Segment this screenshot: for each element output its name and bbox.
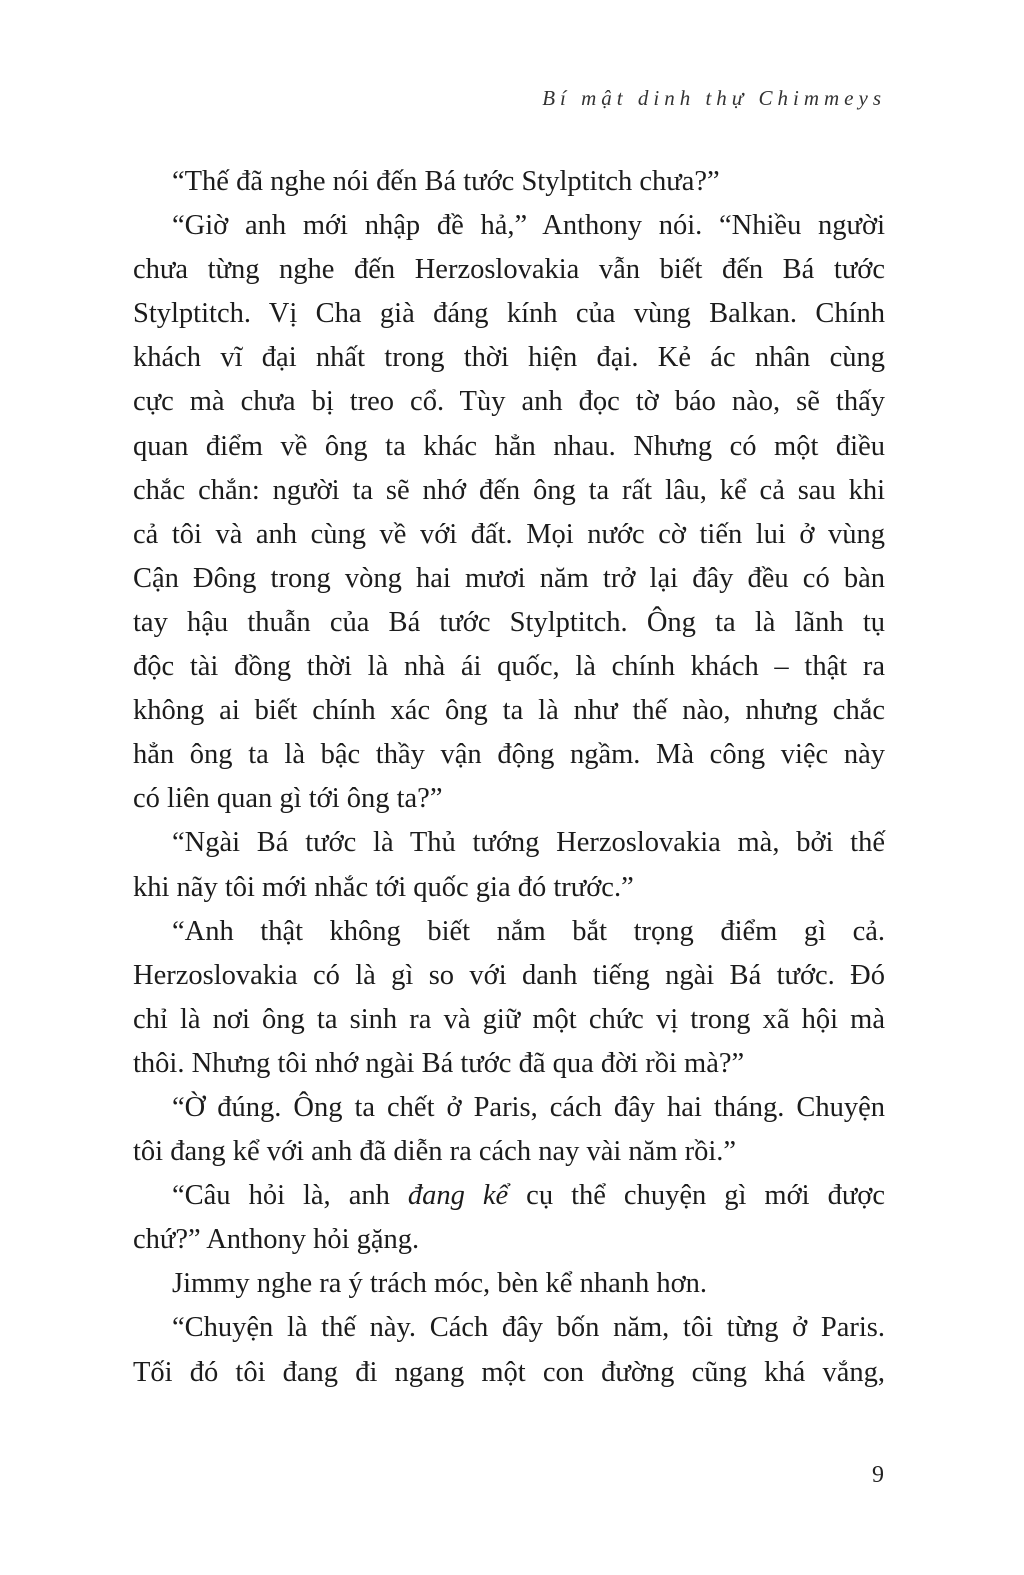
italic-emphasis: đang kể: [407, 1180, 509, 1212]
paragraph-7: [133, 1262, 885, 1306]
text-line: chắc chắn: người ta sẽ nhớ đến ông ta rất lâu, kể cả sau khi: [133, 474, 885, 506]
text-line: chứ?” Anthony hỏi gặng.: [133, 1224, 420, 1256]
text-line: cả tôi và anh cùng về với đất. Mọi nước cờ tiến lui ở vùng: [133, 518, 885, 550]
text-line: tôi đang kể với anh đã diễn ra cách nay vài năm rồi.”: [133, 1136, 737, 1168]
text-line: hẳn ông ta là bậc thầy vận động ngầm. Mà công việc này: [133, 739, 885, 771]
text-line: Jimmy nghe ra ý trách móc, bèn kể nhanh hơn.: [172, 1268, 708, 1300]
text-line: Herzoslovakia có là gì so với danh tiếng ngài Bá tước. Đó: [133, 959, 885, 991]
paragraph-1: [133, 160, 885, 204]
text-line: chưa từng nghe đến Herzoslovakia vẫn biết đến Bá tước: [133, 254, 885, 286]
text-line: Cận Đông trong vòng hai mươi năm trở lại đây đều có bàn: [133, 562, 885, 594]
text-line: khi nãy tôi mới nhắc tới quốc gia đó trước.”: [133, 871, 634, 903]
text-line: không ai biết chính xác ông ta là như thế nào, nhưng chắc: [133, 695, 885, 727]
text-run: “Câu hỏi là, anh: [172, 1180, 408, 1212]
paragraph-8: [133, 1306, 885, 1394]
paragraph-4: [133, 910, 885, 1086]
text-line: chỉ là nơi ông ta sinh ra và giữ một chức vị trong xã hội mà: [133, 1003, 885, 1035]
text-line: thôi. Nhưng tôi nhớ ngài Bá tước đã qua đời rồi mà?”: [133, 1047, 745, 1079]
text-line: “Giờ anh mới nhập đề hả,” Anthony nói. “Nhiều người: [172, 210, 885, 242]
text-run: cụ thể chuyện gì mới được: [508, 1180, 885, 1212]
text-line: “Thế đã nghe nói đến Bá tước Stylptitch chưa?”: [172, 166, 720, 197]
text-line-rich: [133, 1174, 885, 1218]
text-line: “Ngài Bá tước là Thủ tướng Herzoslovakia mà, bởi thế: [172, 827, 885, 859]
text-line: cực mà chưa bị treo cổ. Tùy anh đọc tờ báo nào, sẽ thấy: [133, 386, 885, 418]
paragraph-6: [133, 1174, 885, 1262]
page-number: 9: [872, 1462, 884, 1488]
text-line: Tối đó tôi đang đi ngang một con đường cũng khá vắng,: [133, 1356, 885, 1388]
body-text: [133, 160, 885, 1395]
text-line: “Chuyện là thế này. Cách đây bốn năm, tôi từng ở Paris.: [172, 1312, 885, 1344]
text-line: có liên quan gì tới ông ta?”: [133, 783, 443, 815]
text-line: quan điểm về ông ta khác hẳn nhau. Nhưng có một điều: [133, 430, 885, 462]
text-line: khách vĩ đại nhất trong thời hiện đại. Kẻ ác nhân cùng: [133, 342, 885, 374]
text-line: Stylptitch. Vị Cha già đáng kính của vùng Balkan. Chính: [133, 298, 885, 330]
text-line: độc tài đồng thời là nhà ái quốc, là chính khách – thật ra: [133, 651, 885, 683]
paragraph-5: [133, 1086, 885, 1174]
text-line: “Anh thật không biết nắm bắt trọng điểm gì cả.: [172, 915, 885, 947]
paragraph-3: [133, 821, 885, 909]
text-line: tay hậu thuẫn của Bá tước Stylptitch. Ông ta là lãnh tụ: [133, 606, 885, 638]
text-line: “Ờ đúng. Ông ta chết ở Paris, cách đây hai tháng. Chuyện: [172, 1091, 885, 1123]
running-header-title: Bí mật dinh thự Chimmeys: [542, 86, 886, 110]
paragraph-2: [133, 204, 885, 821]
